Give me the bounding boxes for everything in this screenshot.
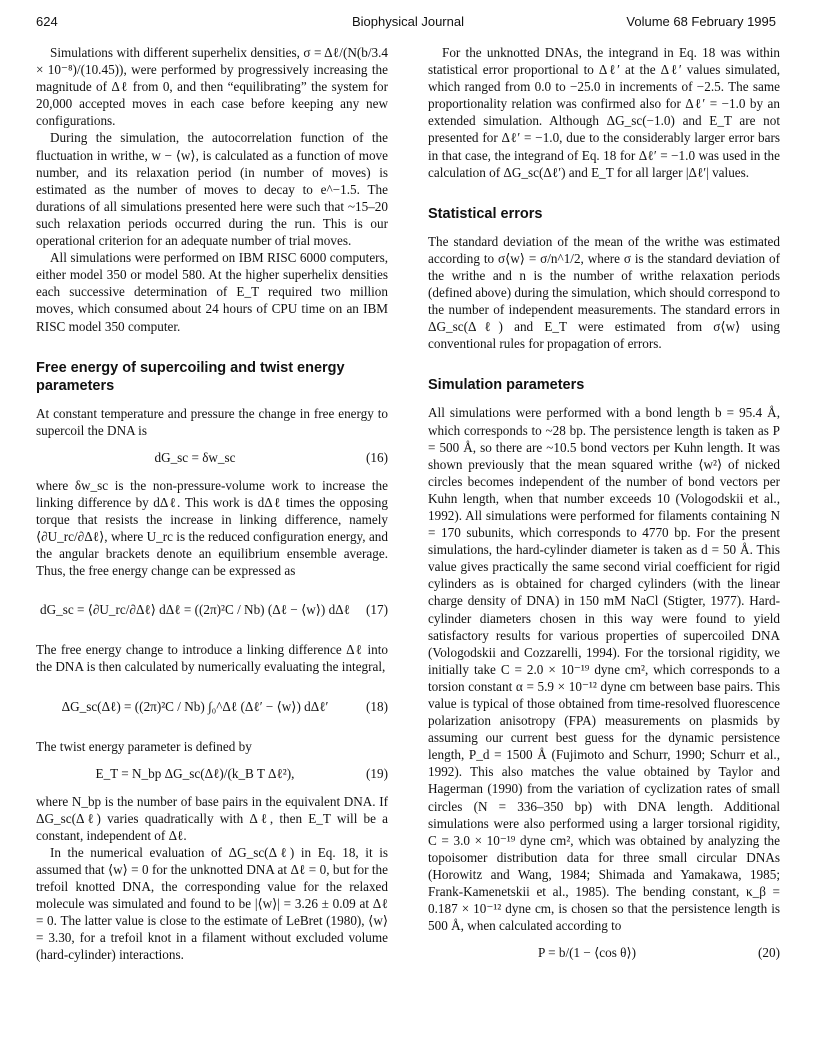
equation-number: (16): [366, 449, 388, 465]
paragraph: The twist energy parameter is defined by: [36, 738, 252, 754]
paragraph: where δw_sc is the non-pressure-volume work to increase the linking difference by dΔℓ. This work is dΔℓ times the opposing torque that resists the increase in linking difference, namely ⟨∂U_rc/∂Δℓ⟩, where U_rc is the reduced configuration energy, and the angular brackets denote an equilibrium ensemble average. Thus, the free energy change can be expressed as: [36, 477, 388, 579]
paragraph: Simulations with different superhelix densities, σ = Δℓ/(N(b/3.4 × 10⁻⁸)/(10.45)), were performed by progressively increasing the magnitude of Δℓ from 0, and then “equilibrating” the system for 20,000 accepted moves in each case before keeping any new configurations.: [36, 45, 388, 129]
equation-17: [36, 585, 388, 635]
paragraph: During the simulation, the autocorrelation function of the fluctuation in writhe, w − ⟨w⟩, is calculated as a function of move number, and its relaxation period (in number of moves) is estimated as the number of moves to decay to e^−1.5. The durations of all simulations presented here were such that ~15–20 such relaxation periods occurred during the run. This is our operational criterion for an adequate number of trial moves.: [36, 130, 388, 249]
paragraph: For the unknotted DNAs, the integrand in Eq. 18 was within statistical error proportional to Δℓ′ at the Δℓ′ values simulated, which ranged from 0.0 to −25.0 in increments of −2.5. The same proportionality relation was confirmed also for Δℓ′ = −1.0 by an extended simulation. Although ΔG_sc(−1.0) and E_T are not presented for Δℓ′ = −1.0, due to the considerably larger error bars in that case, the integrand of Eq. 18 for Δℓ′ = −1.0 was used in the calculation of ΔG_sc(Δℓ′) and E_T for all larger |Δℓ′| values.: [428, 45, 780, 180]
equation-number: (18): [366, 698, 388, 714]
equation-number: (17): [366, 602, 388, 618]
page-number: 624: [36, 14, 58, 29]
paragraph: where N_bp is the number of base pairs in the equivalent DNA. If ΔG_sc(Δℓ) varies quadratically with Δℓ, then E_T will be a constant, independent of Δℓ.: [36, 793, 388, 843]
section-heading-statistical-errors: Statistical errors: [428, 205, 543, 222]
left-column: [36, 44, 388, 964]
equation-number: (19): [366, 765, 388, 781]
section-heading-free-energy: Free energy of supercoiling and twist energy parameters: [36, 359, 345, 394]
right-column: [428, 44, 780, 972]
paragraph: In the numerical evaluation of ΔG_sc(Δℓ) in Eq. 18, it is assumed that ⟨w⟩ = 0 for the unknotted DNA at Δℓ = 0, but for the trefoil knotted DNA, the corresponding value for the relaxed molecule was simulated and found to be |⟨w⟩| = 3.26 ± 0.09 at Δℓ = 0. The latter value is close to the estimate of LeBret (1980), ⟨w⟩ = 3.30, for a trefoil knot in a filament without excluded volume (hard-cylinder) interactions.: [36, 844, 388, 963]
paragraph: The free energy change to introduce a linking difference Δℓ into the DNA is then calculated by numerically evaluating the integral,: [36, 642, 388, 675]
volume-info: Volume 68 February 1995: [626, 14, 776, 29]
paragraph: At constant temperature and pressure the change in free energy to supercoil the DNA is: [36, 405, 388, 438]
equation-18: [36, 682, 388, 732]
equation-expression: dG_sc = δw_sc: [154, 449, 236, 465]
paragraph: The standard deviation of the mean of the writhe was estimated according to σ⟨w⟩ = σ/n^1/2, where σ is the standard deviation of the writhe and n is the number of writhe relaxation periods (defined above) during the simulation, which should correspond to the number of independent measurements. The standard errors in ΔG_sc(Δℓ) and E_T were estimated from σ⟨w⟩ using conventional rules for propagation of errors.: [428, 233, 780, 352]
equation-20: [428, 940, 780, 966]
equation-expression: P = b/(1 − ⟨cos θ⟩): [537, 945, 637, 961]
equation-expression: dG_sc = ⟨∂U_rc/∂Δℓ⟩ dΔℓ = ((2π)²C / Nb) (Δℓ − ⟨w⟩) dΔℓ: [40, 602, 350, 618]
equation-expression: E_T = N_bp ΔG_sc(Δℓ)/(k_B T Δℓ²),: [95, 765, 295, 781]
equation-expression: ΔG_sc(Δℓ) = ((2π)²C / Nb) ∫₀^Δℓ (Δℓ′ − ⟨w⟩) dΔℓ′: [61, 698, 329, 714]
equation-16: [36, 445, 388, 471]
equation-number: (20): [758, 945, 780, 961]
paragraph: All simulations were performed with a bond length b = 95.4 Å, which corresponds to ~28 bp. The persistence length is taken as P = 500 Å, so there are ~10.5 bond vectors per Kuhn length. It was shown previously that the mean squared writhe ⟨w²⟩ of nicked circles becomes independent of the number of bond vectors per Kuhn length, when that number exceeds 10 (Vologodskii et al., 1992). All simulations were performed for filaments containing N = 170 subunits, which corresponds to 4770 bp. For the present simulations, the hard-cylinder diameter is taken as d = 50 Å. This value gives practically the same second virial coefficient for rigid cylinders as is obtained for charged cylinders (with the linear charge density of DNA) in 150 mM NaCl (Stigter, 1977). Hard-cylinder diameters chosen in this way were found to yield satisfactory results for various properties of supercoiled DNA (Vologodskii and Cozzarelli, 1994). For the torsional rigidity, we initially take C = 2.0 × 10⁻¹⁹ dyne cm², which corresponds to a torsion constant α = 5.9 × 10⁻¹² dyne cm between base pairs. This value is typical of those obtained from time-resolved fluorescence polarization anisotropy (FPA) measurements on plasmids by assuming our current best guess for the dynamic persistence length, P_d = 1500 Å (Fujimoto and Schurr, 1990; Schurr et al., 1992). This also matches the value obtained by Taylor and Hagerman (1990) from the variation of cyclization rates of small circles (N = 336–350 bp) with DNA length. Additional simulations were also performed using a larger torsional rigidity, C = 3.0 × 10⁻¹⁹ dyne cm², which was obtained by analyzing the topoisomer distribution data for three small circular DNAs (Horowitz and Wang, 1984; Shimada and Yamakawa, 1985; Frank-Kamenetskii et al., 1985). The bending constant, κ_β = 0.187 × 10⁻¹² dyne cm, is chosen so that the persistence length is 500 Å, when calculated according to: [428, 405, 780, 934]
paragraph: All simulations were performed on IBM RISC 6000 computers, either model 350 or model 580. At the higher superhelix densities each successive determination of E_T required two million moves, which consumed about 24 hours of CPU time on an IBM RISC model 350 computer.: [36, 250, 388, 334]
journal-name: Biophysical Journal: [351, 14, 464, 29]
section-heading-simulation-parameters: Simulation parameters: [428, 377, 585, 394]
equation-19: [36, 761, 388, 787]
